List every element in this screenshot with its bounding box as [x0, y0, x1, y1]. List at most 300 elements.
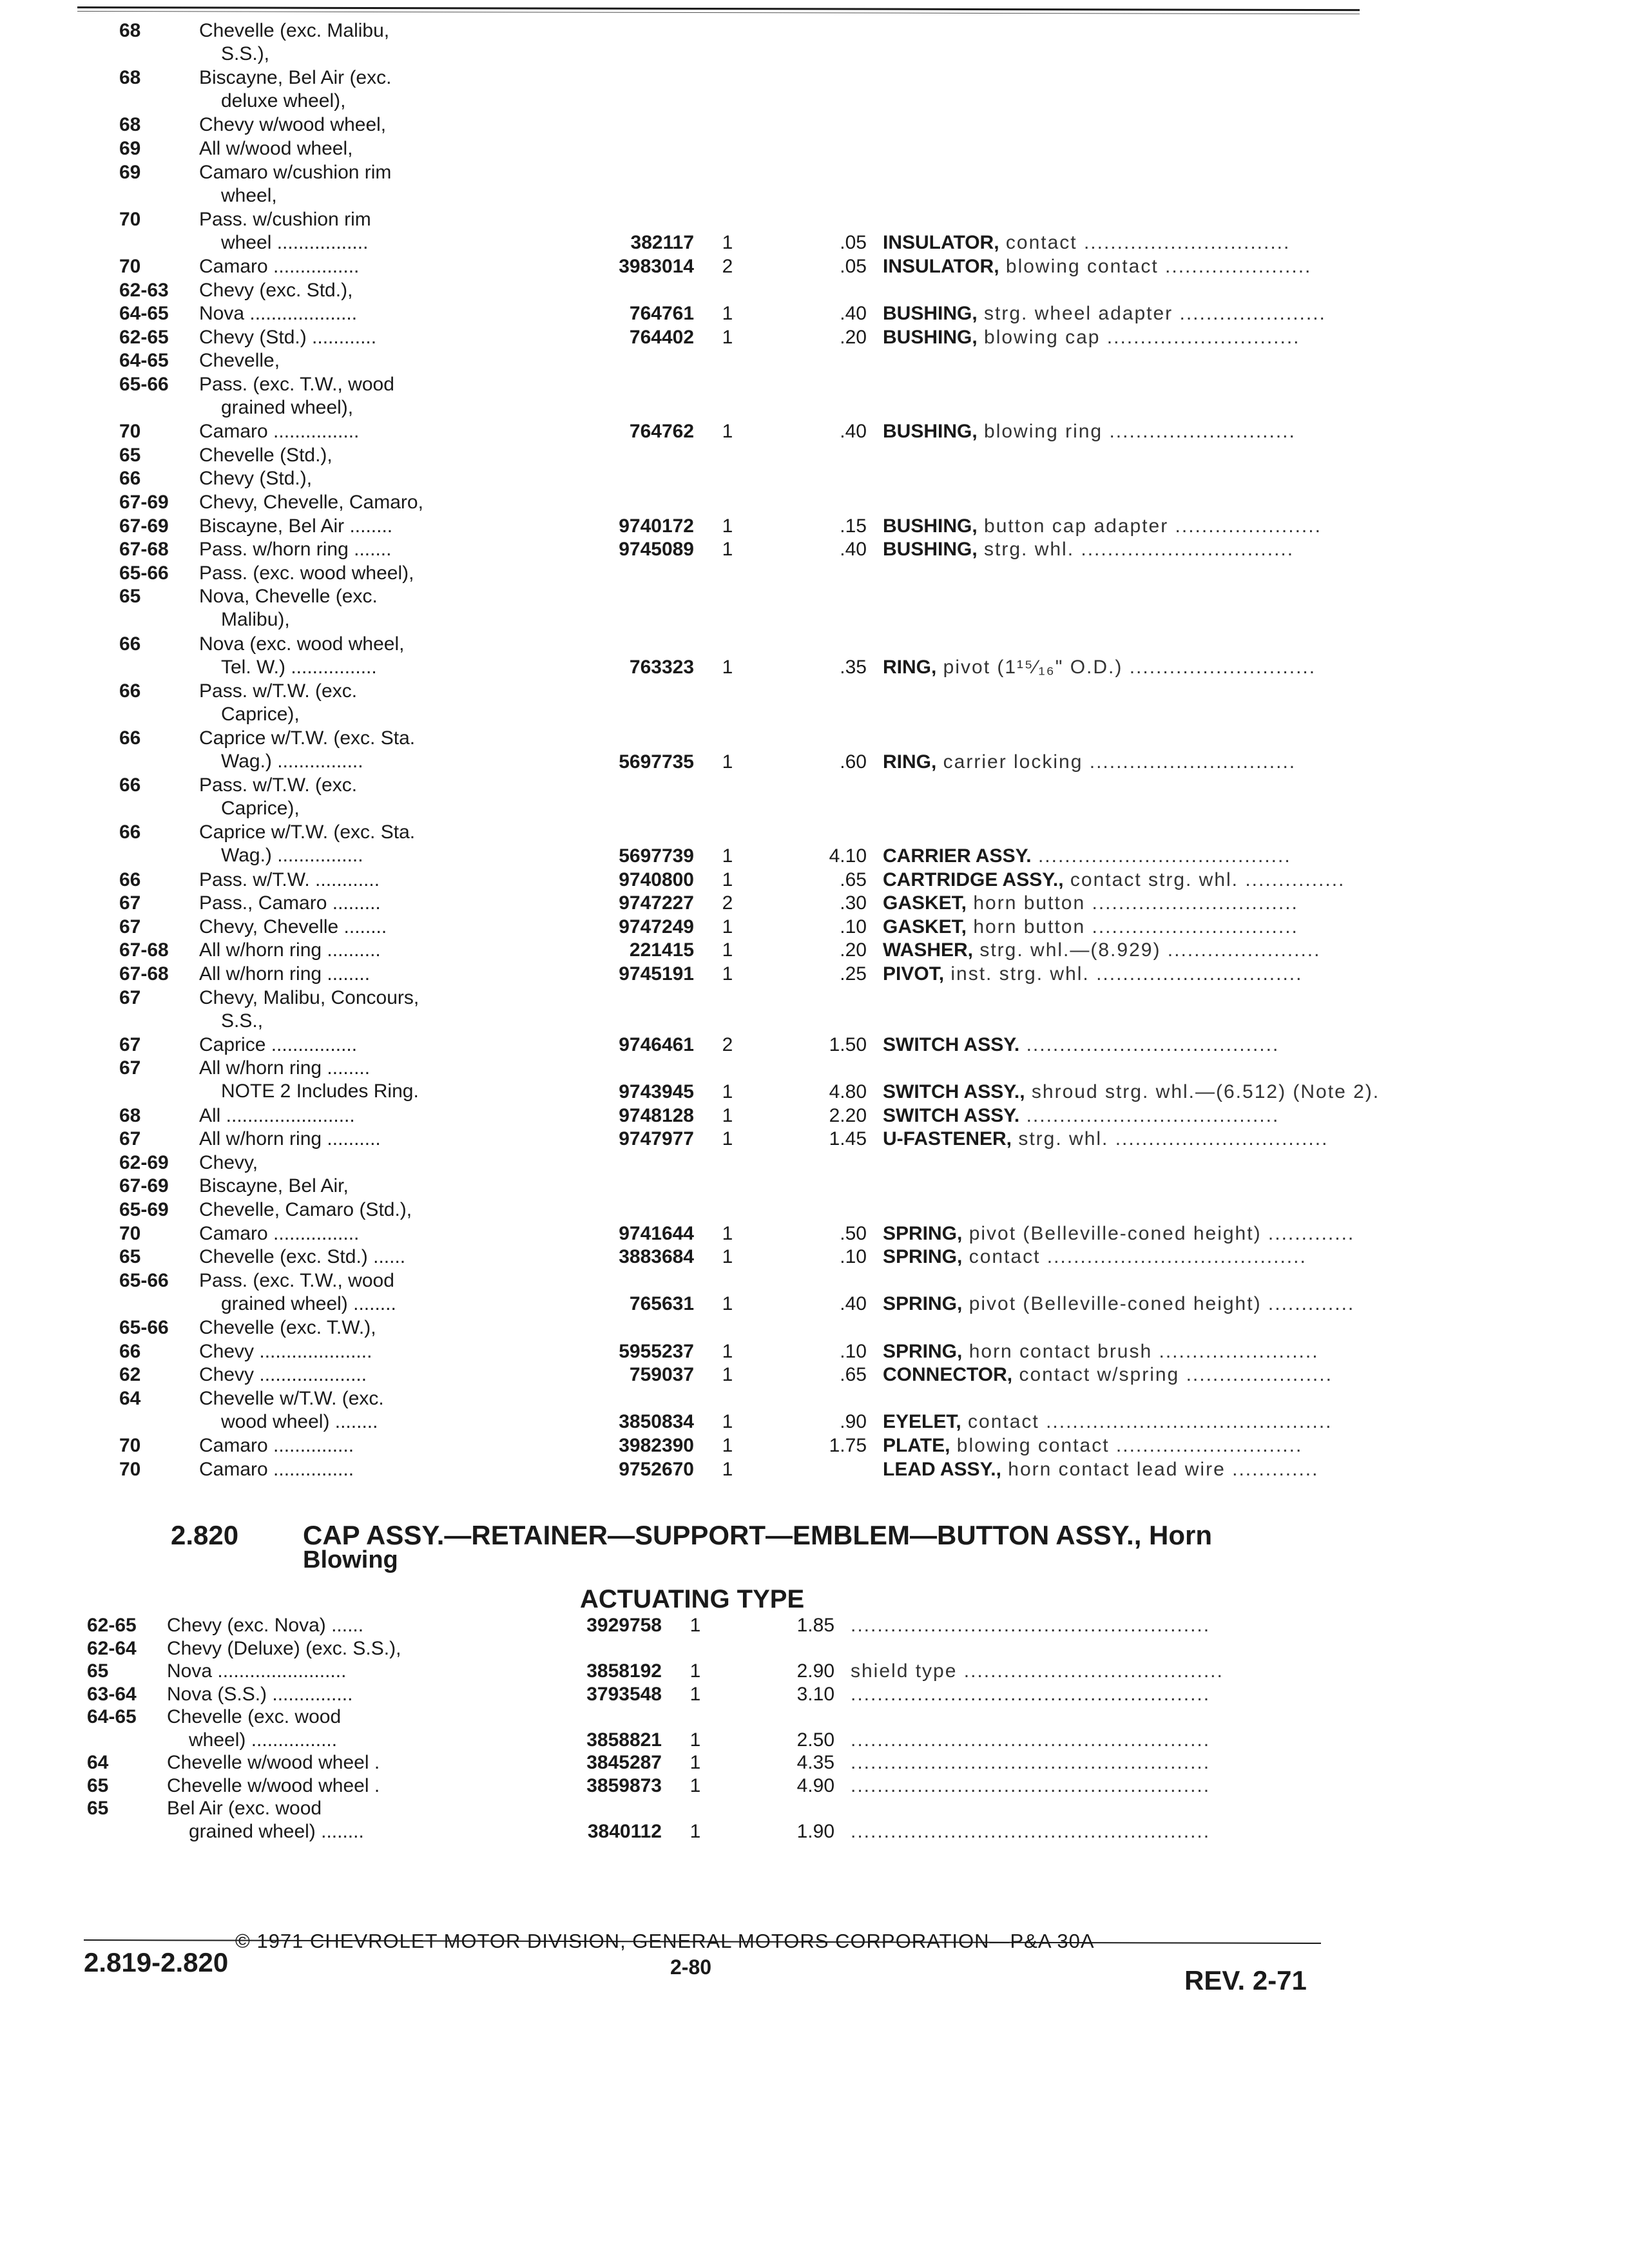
model-year: 66: [119, 822, 141, 843]
model-year: 65: [87, 1798, 109, 1819]
model-description: [199, 420, 359, 443]
model-description-line: wheel .................: [221, 231, 369, 253]
price: 1.45: [829, 1128, 867, 1150]
part-number: 9747977: [619, 1128, 694, 1150]
model-description: [167, 1797, 364, 1843]
part-name: [883, 1363, 1463, 1387]
model-description-line: Biscayne, Bel Air (exc.: [199, 67, 392, 89]
model-description: [199, 1222, 359, 1245]
part-name-detail: blowing contact ......................: [999, 256, 1312, 277]
model-description: [199, 515, 392, 538]
quantity: 1: [689, 1774, 701, 1796]
model-description: [199, 302, 357, 325]
part-entry: [119, 1458, 1360, 1482]
part-name-detail: shroud strg. whl.—(6.512) (Note 2).: [1025, 1081, 1380, 1102]
part-entry: [119, 1269, 1360, 1316]
part-number: 3858821: [586, 1729, 662, 1751]
part-number: 763323: [629, 657, 694, 678]
part-number: 9748128: [619, 1104, 694, 1126]
part-entry: [87, 1774, 1360, 1798]
part-name: [883, 916, 1463, 939]
model-description-line: Chevelle (exc. wood: [167, 1706, 342, 1727]
part-number: 9740800: [619, 869, 694, 890]
part-name-detail: contact ...............................: [999, 232, 1291, 254]
price: .30: [840, 892, 867, 914]
part-name-detail: ......................................................: [851, 1615, 1211, 1636]
part-name-bold: SWITCH ASSY.: [883, 1033, 1020, 1055]
part-name-bold: SPRING,: [883, 1293, 963, 1315]
quantity: 1: [722, 1458, 733, 1480]
model-description-line: Chevy ....................: [199, 1364, 367, 1386]
part-name: [883, 420, 1463, 443]
model-description-line: Chevy, Chevelle, Camaro,: [199, 492, 423, 513]
model-description: [167, 1706, 341, 1752]
model-description: [199, 1316, 376, 1340]
quantity: 1: [722, 869, 733, 890]
part-entry: [119, 373, 1360, 420]
part-name: [883, 255, 1463, 278]
part-number: 759037: [629, 1364, 694, 1386]
price: .40: [840, 1293, 867, 1315]
part-number: 3793548: [586, 1683, 662, 1705]
model-description: [199, 491, 423, 514]
model-description-line: Chevelle w/wood wheel .: [167, 1752, 380, 1773]
part-name: [883, 939, 1463, 962]
part-name: [883, 1410, 1463, 1434]
part-entry: [119, 1057, 1380, 1104]
model-description-line: Malibu),: [221, 609, 290, 631]
model-year: 70: [119, 1458, 141, 1480]
model-description-line: Chevelle (Std.),: [199, 444, 333, 466]
price: .05: [840, 256, 867, 277]
price: .05: [840, 232, 867, 254]
model-description: [199, 349, 280, 372]
part-number: 765631: [629, 1293, 694, 1315]
part-name-bold: BUSHING,: [883, 326, 978, 348]
part-number: 221415: [629, 939, 694, 961]
model-description-line: Pass. w/horn ring .......: [199, 539, 392, 561]
model-description-line: Chevelle w/wood wheel .: [167, 1774, 380, 1796]
model-description: [199, 66, 391, 113]
section-subtitle: Blowing: [303, 1546, 398, 1573]
part-name-bold: SPRING,: [883, 1222, 963, 1244]
model-description: [199, 137, 352, 160]
part-name: [883, 1434, 1463, 1457]
price: 1.85: [796, 1615, 834, 1636]
part-number: 3883684: [619, 1246, 694, 1268]
quantity: 1: [722, 1222, 733, 1244]
quantity: 1: [722, 1081, 733, 1102]
model-description: [199, 1340, 372, 1363]
part-entry: [119, 1222, 1360, 1246]
quantity: 1: [722, 1411, 733, 1433]
part-number: 5955237: [619, 1340, 694, 1362]
part-name-detail: strg. whl. ................................: [977, 539, 1295, 561]
model-year: 68: [119, 67, 141, 89]
part-entry: [119, 1340, 1360, 1364]
part-entry: [119, 892, 1360, 916]
quantity: 1: [722, 1340, 733, 1362]
model-description: [199, 326, 376, 349]
part-entry: [119, 963, 1360, 986]
model-description: [199, 633, 405, 679]
price: .40: [840, 421, 867, 443]
part-name: [883, 869, 1463, 892]
price: .10: [840, 916, 867, 937]
model-year: 70: [119, 1222, 141, 1244]
part-entry: [119, 538, 1360, 562]
price: .90: [840, 1411, 867, 1433]
part-name-bold: SWITCH ASSY.,: [883, 1081, 1025, 1102]
model-description-line: grained wheel) ........: [221, 1293, 396, 1314]
model-year: 63-64: [87, 1683, 137, 1705]
model-description-line: Chevy, Malibu, Concours,: [199, 986, 419, 1008]
model-description: [167, 1614, 363, 1637]
model-description-line: Caprice),: [221, 798, 300, 820]
price: .20: [840, 326, 867, 348]
part-name-bold: RING,: [883, 751, 937, 773]
part-entry: [87, 1706, 1360, 1751]
part-entry: [119, 113, 1360, 137]
model-description: [199, 963, 370, 986]
price: 1.75: [829, 1435, 867, 1456]
model-year: 65-66: [119, 374, 169, 395]
model-description: [199, 113, 386, 137]
part-name-bold: U-FASTENER,: [883, 1128, 1012, 1150]
price: .25: [840, 963, 867, 985]
model-description-line: wood wheel) ........: [221, 1410, 378, 1432]
model-description: [199, 1269, 396, 1316]
part-name: [883, 302, 1463, 325]
part-name: [883, 1104, 1463, 1128]
part-name-bold: BUSHING,: [883, 539, 978, 561]
model-description-line: Chevy (exc. Nova) ......: [167, 1615, 364, 1636]
model-description-line: Pass. (exc. T.W., wood: [199, 374, 394, 395]
model-description-line: Camaro ................: [199, 421, 360, 443]
quantity: 1: [722, 1435, 733, 1456]
model-description-line: Nova (S.S.) ...............: [167, 1683, 353, 1705]
part-number: 9745089: [619, 539, 694, 561]
part-name-bold: SWITCH ASSY.: [883, 1104, 1020, 1126]
part-entry: [119, 161, 1360, 208]
part-entry: [119, 869, 1360, 892]
part-name-bold: GASKET,: [883, 916, 967, 937]
actuating-type-heading: ACTUATING TYPE: [580, 1585, 805, 1613]
part-name-bold: CARTRIDGE ASSY.,: [883, 869, 1064, 890]
model-description-line: All w/horn ring ........: [199, 963, 371, 985]
price: .50: [840, 1222, 867, 1244]
model-year: 64: [87, 1752, 109, 1773]
model-description: [199, 1458, 354, 1481]
model-description: [199, 892, 381, 915]
part-number: 3983014: [619, 256, 694, 277]
model-year: 68: [119, 1104, 141, 1126]
quantity: 1: [722, 539, 733, 561]
model-description-line: Nova (exc. wood wheel,: [199, 633, 405, 655]
part-entry: [119, 633, 1360, 680]
part-name-detail: blowing contact ............................: [950, 1435, 1303, 1456]
model-description: [199, 279, 352, 302]
price: 4.35: [796, 1752, 834, 1773]
section-number: 2.820: [171, 1520, 239, 1550]
part-number: 9743945: [619, 1081, 694, 1102]
model-description-line: Nova, Chevelle (exc.: [199, 586, 378, 608]
part-entry: [87, 1637, 1360, 1660]
model-description-line: Chevelle (exc. T.W.),: [199, 1317, 376, 1338]
model-description-line: Biscayne, Bel Air,: [199, 1175, 349, 1197]
part-entry: [119, 727, 1360, 774]
part-entry: [119, 562, 1360, 586]
footer-group-range: 2.819-2.820: [84, 1947, 229, 1977]
part-entry: [119, 1151, 1360, 1175]
part-name-detail: blowing cap .............................: [977, 326, 1300, 348]
part-name-detail: horn contact lead wire .............: [1001, 1458, 1319, 1480]
model-year: 62-65: [119, 326, 169, 348]
part-entry: [87, 1797, 1360, 1843]
part-name-bold: SPRING,: [883, 1340, 963, 1362]
part-name: [851, 1729, 1431, 1752]
part-name-bold: LEAD ASSY.,: [883, 1458, 1001, 1480]
model-year: 65: [119, 586, 141, 608]
part-name: [883, 892, 1463, 915]
part-entry: [119, 1387, 1360, 1434]
part-name-detail: ......................................: [1019, 1033, 1280, 1055]
part-name: [883, 515, 1463, 538]
model-description-line: Chevy,: [199, 1151, 258, 1173]
footer-page-number: 2-80: [670, 1956, 712, 1979]
part-name-detail: shield type .......................................: [851, 1660, 1224, 1682]
part-name: [883, 231, 1463, 255]
part-name: [883, 1222, 1463, 1245]
model-description: [199, 19, 389, 66]
top-rule-thin: [77, 11, 1360, 14]
part-number: 9747227: [619, 892, 694, 914]
quantity: 1: [722, 751, 733, 773]
part-entry: [119, 1175, 1360, 1198]
part-name-detail: button cap adapter ......................: [977, 515, 1322, 537]
model-year: 64-65: [87, 1706, 137, 1727]
part-name-detail: strg. whl. ................................: [1012, 1128, 1329, 1150]
model-description-line: Pass., Camaro .........: [199, 892, 381, 914]
part-entry: [87, 1751, 1360, 1774]
model-year: 62: [119, 1364, 141, 1386]
model-description: [199, 727, 415, 773]
model-description-line: Camaro ...............: [199, 1435, 354, 1456]
model-year: 64: [119, 1387, 141, 1409]
model-description-line: All w/wood wheel,: [199, 138, 353, 159]
part-number: 764762: [629, 421, 694, 443]
part-number: 9741644: [619, 1222, 694, 1244]
model-description: [167, 1751, 380, 1774]
part-entry: [119, 774, 1360, 821]
model-description-line: Bel Air (exc. wood: [167, 1798, 322, 1819]
quantity: 1: [722, 657, 733, 678]
model-description: [199, 1387, 384, 1434]
model-year: 64-65: [119, 350, 169, 372]
part-name-detail: pivot (1¹⁵⁄₁₆" O.D.) ............................: [936, 657, 1316, 678]
model-year: 67-68: [119, 963, 169, 985]
part-name: [883, 1128, 1463, 1151]
part-name-bold: RING,: [883, 657, 937, 678]
part-name-detail: horn contact brush ........................: [962, 1340, 1319, 1362]
part-entry: [119, 986, 1360, 1033]
part-number: 5697739: [619, 845, 694, 867]
model-year: 70: [119, 421, 141, 443]
model-description: [199, 916, 387, 939]
price: 2.20: [829, 1104, 867, 1126]
part-entry: [119, 1245, 1360, 1269]
model-description: [199, 538, 391, 561]
quantity: 1: [689, 1820, 701, 1842]
part-name-bold: BUSHING,: [883, 515, 978, 537]
model-description: [199, 1434, 354, 1457]
model-year: 65-69: [119, 1199, 169, 1220]
model-year: 65: [87, 1660, 109, 1682]
model-description-line: Chevy (Std.),: [199, 468, 313, 490]
model-year: 67-69: [119, 492, 169, 513]
part-number: 9745191: [619, 963, 694, 985]
part-name: [851, 1660, 1431, 1683]
model-description: [199, 821, 415, 867]
model-description-line: Nova ........................: [167, 1660, 347, 1682]
model-year: 65-66: [119, 562, 169, 584]
part-entry: [119, 137, 1360, 161]
model-description-line: All ........................: [199, 1104, 355, 1126]
model-description-line: wheel,: [221, 184, 277, 206]
model-description-line: Camaro ...............: [199, 1458, 354, 1480]
quantity: 1: [722, 939, 733, 961]
model-description-line: Pass. w/T.W. ............: [199, 869, 380, 890]
model-year: 65-66: [119, 1269, 169, 1291]
model-description-line: Chevy (Std.) ............: [199, 326, 377, 348]
part-name-detail: contact .......................................: [962, 1246, 1307, 1268]
model-description-line: Nova ....................: [199, 303, 358, 325]
part-name: [883, 1458, 1463, 1481]
price: .60: [840, 751, 867, 773]
part-name-detail: ......................................................: [851, 1729, 1211, 1751]
part-name-detail: ......................................................: [851, 1683, 1211, 1705]
model-year: 66: [119, 1340, 141, 1362]
part-name: [883, 1340, 1463, 1363]
price: .65: [840, 1364, 867, 1386]
part-number: 3858192: [586, 1660, 662, 1682]
quantity: 1: [722, 1246, 733, 1268]
part-name-detail: contact ...........................................: [961, 1411, 1333, 1433]
model-description: [199, 1363, 367, 1387]
part-name-bold: SPRING,: [883, 1246, 963, 1268]
part-entry: [87, 1660, 1360, 1683]
part-number: 3850834: [619, 1411, 694, 1433]
quantity: 2: [722, 1033, 733, 1055]
price: 1.90: [796, 1820, 834, 1842]
model-year: 65: [119, 444, 141, 466]
part-name: [883, 1033, 1463, 1057]
quantity: 1: [722, 232, 733, 254]
part-entry: [119, 302, 1360, 326]
model-year: 67: [119, 892, 141, 914]
part-entry: [119, 326, 1360, 350]
model-year: 67: [119, 1128, 141, 1150]
part-entry: [119, 1363, 1360, 1387]
quantity: 1: [689, 1729, 701, 1751]
model-description-line: Chevy (exc. Std.),: [199, 279, 353, 301]
model-description: [199, 1151, 258, 1175]
model-year: 70: [119, 1435, 141, 1456]
part-entry: [119, 420, 1360, 444]
model-description-line: Camaro ................: [199, 1222, 360, 1244]
price: 4.10: [829, 845, 867, 867]
part-name-bold: GASKET,: [883, 892, 967, 914]
part-number: 764402: [629, 326, 694, 348]
footer-copyright: © 1971 CHEVROLET MOTOR DIVISION, GENERAL MOTORS CORPORATION—P&A 30A: [235, 1930, 1095, 1952]
model-description: [199, 1128, 381, 1151]
part-name-detail: strg. whl.—(8.929) .......................: [973, 939, 1321, 961]
model-description-line: Caprice ................: [199, 1033, 358, 1055]
model-year: 65: [119, 1246, 141, 1268]
part-name-bold: BUSHING,: [883, 421, 978, 443]
quantity: 1: [722, 916, 733, 937]
quantity: 1: [722, 1364, 733, 1386]
quantity: 1: [722, 1104, 733, 1126]
model-description-line: Camaro ................: [199, 256, 360, 277]
part-name-detail: strg. wheel adapter ......................: [977, 303, 1326, 325]
model-year: 67-68: [119, 539, 169, 561]
part-name-detail: ......................................: [1031, 845, 1291, 867]
model-description-line: Wag.) ................: [221, 751, 363, 772]
part-name: [883, 538, 1463, 561]
model-description-line: Chevelle w/T.W. (exc.: [199, 1387, 384, 1409]
price: 2.90: [796, 1660, 834, 1682]
model-year: 66: [119, 869, 141, 890]
part-entry: [119, 19, 1360, 66]
part-name: [883, 963, 1463, 986]
part-number: 382117: [630, 232, 694, 254]
part-number: 764761: [629, 303, 694, 325]
model-description-line: Pass. w/cushion rim: [199, 208, 371, 230]
price: 4.80: [829, 1081, 867, 1102]
price: .10: [840, 1340, 867, 1362]
price: .65: [840, 869, 867, 890]
model-year: 69: [119, 138, 141, 159]
quantity: 1: [722, 963, 733, 985]
price: .40: [840, 539, 867, 561]
model-year: 70: [119, 256, 141, 277]
model-description: [199, 1057, 419, 1103]
model-description-line: Chevelle, Camaro (Std.),: [199, 1199, 412, 1220]
part-name: [883, 845, 1463, 868]
model-description-line: All w/horn ring ........: [199, 1057, 371, 1079]
model-year: 69: [119, 161, 141, 183]
model-year: 62-64: [87, 1637, 137, 1659]
quantity: 1: [689, 1615, 701, 1636]
model-year: 62-63: [119, 279, 169, 301]
model-description: [199, 208, 371, 255]
model-description: [167, 1660, 346, 1683]
model-description: [167, 1774, 380, 1798]
part-name-detail: contact w/spring ......................: [1012, 1364, 1333, 1386]
model-year: 67: [119, 986, 141, 1008]
part-entry: [119, 916, 1360, 939]
price: 4.90: [796, 1774, 834, 1796]
quantity: 1: [722, 1128, 733, 1150]
model-description-line: Biscayne, Bel Air ........: [199, 515, 393, 537]
model-description-line: Pass. (exc. wood wheel),: [199, 562, 414, 584]
part-name: [883, 1245, 1463, 1269]
part-entry: [119, 467, 1360, 491]
part-name: [883, 751, 1463, 774]
model-description-line: Chevy, Chevelle ........: [199, 916, 387, 937]
part-name: [851, 1820, 1431, 1843]
